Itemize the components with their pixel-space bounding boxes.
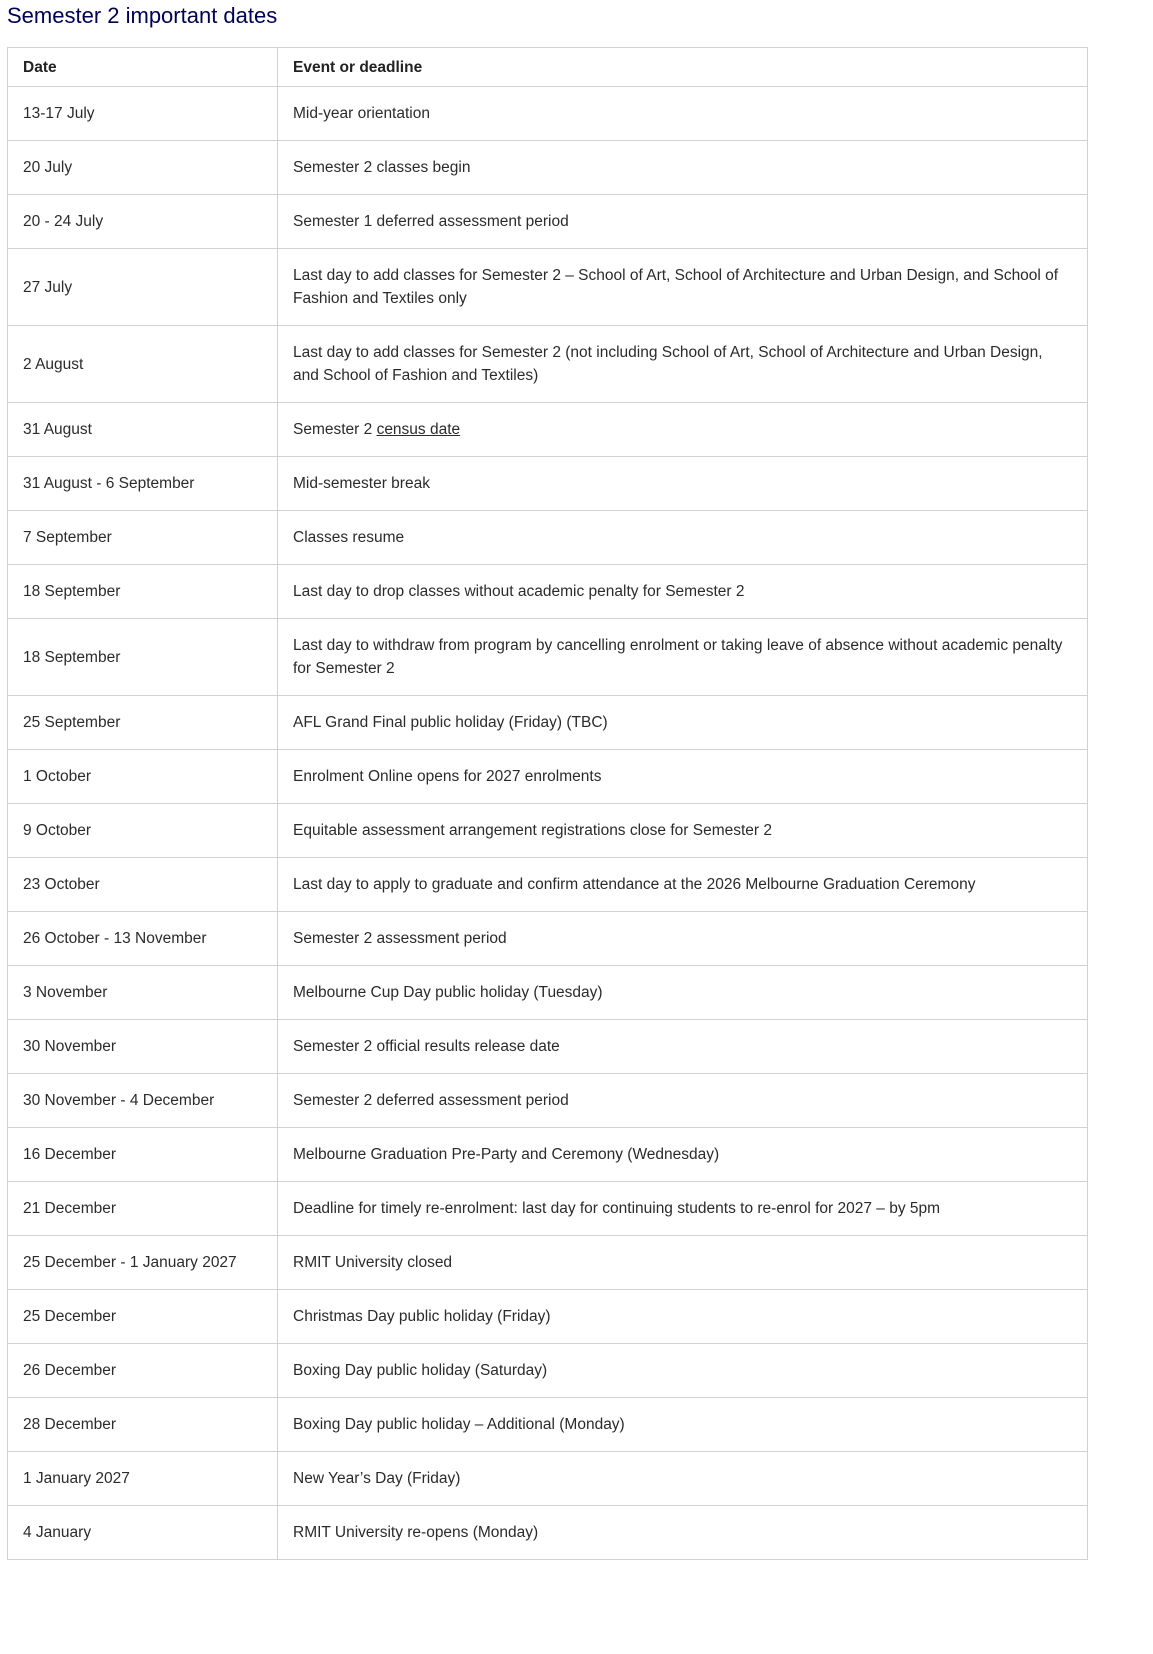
event-cell: Mid-year orientation (278, 87, 1088, 141)
table-row (8, 87, 1088, 141)
event-cell: Semester 2 classes begin (278, 141, 1088, 195)
table-row (8, 804, 1088, 858)
event-cell: Semester 1 deferred assessment period (278, 195, 1088, 249)
date-cell: 20 July (8, 141, 278, 195)
date-cell: 25 September (8, 696, 278, 750)
event-cell: Mid-semester break (278, 457, 1088, 511)
table-row (8, 565, 1088, 619)
date-cell: 4 January (8, 1506, 278, 1560)
table-row (8, 1236, 1088, 1290)
census-date-link[interactable]: census date (376, 421, 461, 438)
table-row (8, 249, 1088, 326)
date-cell: 21 December (8, 1182, 278, 1236)
event-cell: Last day to drop classes without academic penalty for Semester 2 (278, 565, 1088, 619)
event-cell: Equitable assessment arrangement registrations close for Semester 2 (278, 804, 1088, 858)
date-cell: 18 September (8, 619, 278, 696)
date-cell: 27 July (8, 249, 278, 326)
event-cell: Classes resume (278, 511, 1088, 565)
table-row (8, 1506, 1088, 1560)
table-row (8, 326, 1088, 403)
date-cell: 31 August - 6 September (8, 457, 278, 511)
date-cell: 1 January 2027 (8, 1452, 278, 1506)
event-cell: Last day to withdraw from program by cancelling enrolment or taking leave of absence without academic penalty for Semester 2 (278, 619, 1088, 696)
event-cell: Semester 2 deferred assessment period (278, 1074, 1088, 1128)
event-cell: Boxing Day public holiday – Additional (Monday) (278, 1398, 1088, 1452)
table-row (8, 696, 1088, 750)
table-row (8, 1344, 1088, 1398)
table-row (8, 141, 1088, 195)
page-title: Semester 2 important dates (7, 3, 278, 28)
table-row (8, 1452, 1088, 1506)
event-cell: Deadline for timely re-enrolment: last day for continuing students to re-enrol for 2027 – by 5pm (278, 1182, 1088, 1236)
event-cell: Melbourne Cup Day public holiday (Tuesday) (278, 966, 1088, 1020)
table-row (8, 195, 1088, 249)
important-dates-table (7, 47, 1088, 1560)
date-cell: 9 October (8, 804, 278, 858)
table-row (8, 1128, 1088, 1182)
date-cell: 3 November (8, 966, 278, 1020)
table-row (8, 912, 1088, 966)
event-cell: RMIT University closed (278, 1236, 1088, 1290)
table-row (8, 403, 1088, 457)
date-cell: 31 August (8, 403, 278, 457)
event-cell: Christmas Day public holiday (Friday) (278, 1290, 1088, 1344)
table-row (8, 1182, 1088, 1236)
table-row (8, 511, 1088, 565)
date-cell: 30 November (8, 1020, 278, 1074)
date-cell: 23 October (8, 858, 278, 912)
date-cell: 25 December - 1 January 2027 (8, 1236, 278, 1290)
table-header-row (8, 48, 1088, 87)
date-cell: 28 December (8, 1398, 278, 1452)
table-header (8, 48, 1088, 87)
event-cell: AFL Grand Final public holiday (Friday) (TBC) (278, 696, 1088, 750)
date-cell: 25 December (8, 1290, 278, 1344)
date-cell: 26 December (8, 1344, 278, 1398)
date-cell: 20 - 24 July (8, 195, 278, 249)
date-cell: 18 September (8, 565, 278, 619)
date-cell: 13-17 July (8, 87, 278, 141)
event-cell: Boxing Day public holiday (Saturday) (278, 1344, 1088, 1398)
table-row (8, 619, 1088, 696)
event-column-header: Event or deadline (278, 48, 1088, 87)
date-cell: 1 October (8, 750, 278, 804)
event-cell: RMIT University re-opens (Monday) (278, 1506, 1088, 1560)
table-row (8, 1074, 1088, 1128)
date-cell: 30 November - 4 December (8, 1074, 278, 1128)
table-row (8, 1398, 1088, 1452)
event-cell: Last day to add classes for Semester 2 – School of Art, School of Architecture and Urban Design, and School of Fashion and Textiles only (278, 249, 1088, 326)
table-row (8, 1290, 1088, 1344)
event-cell: Last day to apply to graduate and confirm attendance at the 2026 Melbourne Graduation Ceremony (278, 858, 1088, 912)
event-cell: Last day to add classes for Semester 2 (not including School of Art, School of Architecture and Urban Design, and School of Fashion and Textiles) (278, 326, 1088, 403)
event-text: Semester 2 (293, 421, 377, 438)
event-cell: Semester 2 assessment period (278, 912, 1088, 966)
event-cell (278, 403, 1088, 457)
table-row (8, 1020, 1088, 1074)
date-cell: 16 December (8, 1128, 278, 1182)
date-cell: 2 August (8, 326, 278, 403)
table-row (8, 858, 1088, 912)
event-cell: Semester 2 official results release date (278, 1020, 1088, 1074)
date-cell: 26 October - 13 November (8, 912, 278, 966)
table-row (8, 457, 1088, 511)
event-cell: Enrolment Online opens for 2027 enrolments (278, 750, 1088, 804)
date-column-header: Date (8, 48, 278, 87)
event-cell: New Year’s Day (Friday) (278, 1452, 1088, 1506)
table-row (8, 750, 1088, 804)
table-body (8, 87, 1088, 1560)
event-cell: Melbourne Graduation Pre-Party and Ceremony (Wednesday) (278, 1128, 1088, 1182)
date-cell: 7 September (8, 511, 278, 565)
table-row (8, 966, 1088, 1020)
